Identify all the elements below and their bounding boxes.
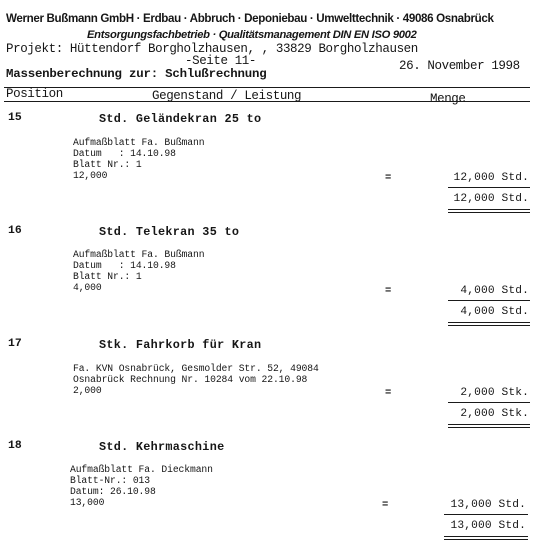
subtotal-rule (448, 402, 530, 403)
column-item: Gegenstand / Leistung (152, 89, 302, 103)
item-detail: 4,000 (73, 282, 102, 293)
company-letterhead: Werner Bußmann GmbH · Erdbau · Abbruch · Deponiebau · Umwelttechnik · 49086 Osnabrück (6, 12, 494, 25)
item-quantity: 12,000 Std. (453, 172, 529, 184)
item-position: 17 (8, 338, 22, 350)
item-title: Std. Geländekran 25 to (99, 112, 262, 126)
item-position: 15 (8, 112, 22, 124)
item-detail: 13,000 (70, 497, 105, 508)
item-quantity: 13,000 Std. (450, 499, 526, 511)
document-date: 26. November 1998 (399, 59, 520, 73)
item-total: 12,000 Std. (453, 193, 529, 205)
item-detail: Blatt Nr.: 1 (73, 159, 142, 170)
equals-sign: = (385, 285, 392, 297)
subtotal-rule (444, 514, 528, 515)
item-title: Std. Telekran 35 to (99, 225, 240, 239)
item-total: 13,000 Std. (450, 520, 526, 532)
page-number: -Seite 11- (185, 54, 257, 68)
item-title: Std. Kehrmaschine (99, 440, 225, 454)
item-total: 4,000 Std. (460, 306, 529, 318)
item-quantity: 4,000 Std. (460, 285, 529, 297)
item-detail: Aufmaßblatt Fa. Bußmann (73, 249, 205, 260)
item-detail: Datum : 14.10.98 (73, 260, 176, 271)
total-double-rule (448, 424, 530, 428)
item-detail: Datum : 14.10.98 (73, 148, 176, 159)
quality-management-line: Entsorgungsfachbetrieb · Qualitätsmanagement DIN EN ISO 9002 (87, 29, 417, 41)
item-detail: 12,000 (73, 170, 108, 181)
item-detail: 2,000 (73, 385, 102, 396)
item-detail: Osnabrück Rechnung Nr. 10284 vom 22.10.98 (73, 374, 308, 385)
subtotal-rule (448, 300, 530, 301)
column-quantity: Menge (430, 92, 466, 106)
item-detail: Datum: 26.10.98 (70, 486, 156, 497)
item-title: Stk. Fahrkorb für Kran (99, 338, 262, 352)
project-line: Projekt: Hüttendorf Borgholzhausen, , 33829 Borgholzhausen (6, 42, 418, 56)
item-detail: Aufmaßblatt Fa. Bußmann (73, 137, 205, 148)
calculation-type: Massenberechnung zur: Schlußrechnung (6, 67, 267, 81)
equals-sign: = (385, 172, 392, 184)
item-quantity: 2,000 Stk. (460, 387, 529, 399)
equals-sign: = (385, 387, 392, 399)
item-detail: Blatt-Nr.: 013 (70, 475, 150, 486)
item-detail: Fa. KVN Osnabrück, Gesmolder Str. 52, 49084 (73, 363, 319, 374)
item-detail: Blatt Nr.: 1 (73, 271, 142, 282)
total-double-rule (448, 209, 530, 213)
total-double-rule (448, 322, 530, 326)
item-position: 16 (8, 225, 22, 237)
header-bottom-rule (4, 101, 530, 102)
subtotal-rule (448, 187, 530, 188)
equals-sign: = (382, 499, 389, 511)
header-top-rule (4, 87, 530, 88)
item-total: 2,000 Stk. (460, 408, 529, 420)
total-double-rule (444, 536, 528, 540)
item-detail: Aufmaßblatt Fa. Dieckmann (70, 464, 213, 475)
item-position: 18 (8, 440, 22, 452)
column-position: Position (6, 87, 63, 101)
